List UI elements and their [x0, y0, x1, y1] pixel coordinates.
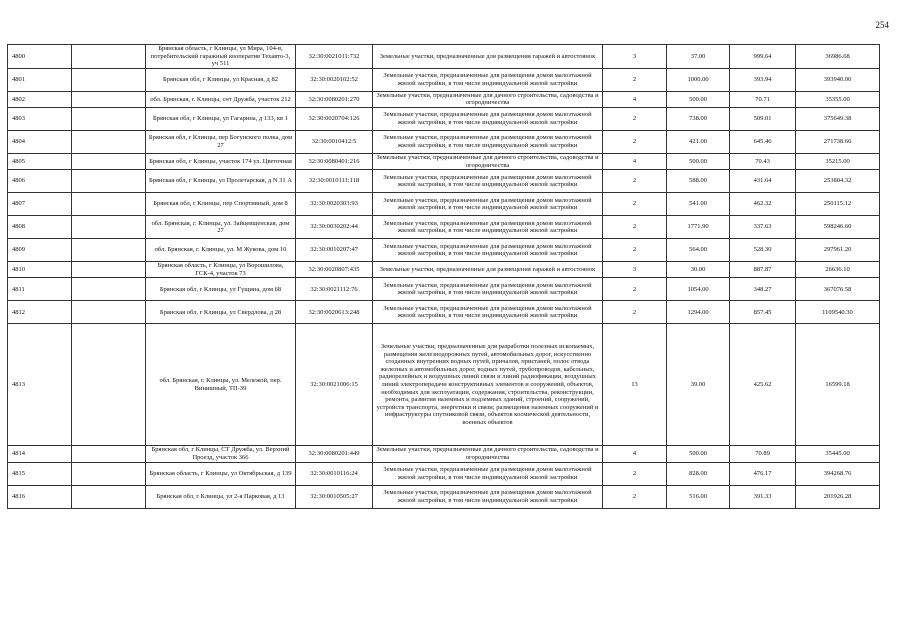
area-cell: 588.00 — [667, 170, 730, 193]
cadastral-number-cell: 32:30:0080401:216 — [296, 153, 373, 169]
cadastral-number-cell: 32:30:0021006:15 — [296, 324, 373, 446]
empty-cell — [72, 193, 146, 216]
cadastral-value-cell: 271738.66 — [796, 130, 880, 153]
row-number: 4804 — [8, 130, 72, 153]
cadastral-number-cell: 32:30:0010505:27 — [296, 485, 373, 508]
address-cell: обл. Брянская, г. Клинцы, ул. Зайцевщенская, дом 27 — [146, 216, 296, 239]
unit-value-cell: 887.87 — [730, 262, 796, 278]
row-number: 4809 — [8, 239, 72, 262]
table-row — [8, 446, 880, 462]
unit-value-cell: 70.43 — [730, 153, 796, 169]
table-row — [8, 130, 880, 153]
area-cell: 738.00 — [667, 107, 730, 130]
unit-value-cell: 70.71 — [730, 91, 796, 107]
area-cell: 1771.90 — [667, 216, 730, 239]
area-cell: 1054.00 — [667, 278, 730, 301]
row-number: 4808 — [8, 216, 72, 239]
empty-cell — [72, 262, 146, 278]
empty-cell — [72, 68, 146, 91]
cadastral-value-cell: 201926.28 — [796, 485, 880, 508]
use-code-cell: 4 — [603, 446, 667, 462]
empty-cell — [72, 170, 146, 193]
row-number: 4812 — [8, 301, 72, 324]
address-cell: Брянская обл, г Клинцы, ул Гүщина, дом 68 — [146, 278, 296, 301]
row-number: 4816 — [8, 485, 72, 508]
land-use-cell: Земельные участки, предназначенные для размещения домов малоэтажной жилой застройки, в том числе индивидуальной жилой застройки — [373, 278, 603, 301]
table-row — [8, 170, 880, 193]
table-row — [8, 485, 880, 508]
empty-cell — [72, 107, 146, 130]
empty-cell — [72, 446, 146, 462]
cadastral-number-cell: 32:30:0020613:248 — [296, 301, 373, 324]
area-cell: 564.00 — [667, 239, 730, 262]
land-use-cell: Земельные участки, предназначенные для разработки полезных ископаемых, размещения железнодорожных путей, автомобильных дорог, искусственно созданных внутренних водных путей, причалов, пристаней, полос отвода железных и автомобильных дорог, водных путей, трубопроводов, кабельных, радиорелейных и воздушных линий связи и линий радиофикации, воздушных линий электропередачи конструктивных элементов и сооружений, объектов, необходимых для эксплуатации, содержания, строительства, реконструкции, ремонта, развития наземных и подземных зданий, строений, сооружений, устройств транспорта, энергетики и связи; размещения наземных сооружений и инфраструктуры спутниковой связи, объектов космической деятельности, военных объектов — [373, 324, 603, 446]
land-use-cell: Земельные участки, предназначенные для дачного строительства, садоводства и огородничества — [373, 91, 603, 107]
unit-value-cell: 528.30 — [730, 239, 796, 262]
empty-cell — [72, 45, 146, 69]
cadastral-value-cell: 35445.00 — [796, 446, 880, 462]
use-code-cell: 2 — [603, 216, 667, 239]
unit-value-cell: 431.64 — [730, 170, 796, 193]
empty-cell — [72, 130, 146, 153]
row-number: 4814 — [8, 446, 72, 462]
land-use-cell: Земельные участки, предназначенные для размещения домов малоэтажной жилой застройки, в том числе индивидуальной жилой застройки — [373, 68, 603, 91]
unit-value-cell: 462.32 — [730, 193, 796, 216]
table-row — [8, 262, 880, 278]
land-use-cell: Земельные участки, предназначенные для размещения домов малоэтажной жилой застройки, в том числе индивидуальной жилой застройки — [373, 107, 603, 130]
address-cell: Брянская обл, г Клинцы, пер Богунского полка, дом 27 — [146, 130, 296, 153]
row-number: 4806 — [8, 170, 72, 193]
area-cell: 1294.00 — [667, 301, 730, 324]
area-cell: 1000.00 — [667, 68, 730, 91]
empty-cell — [72, 239, 146, 262]
cadastral-value-cell: 393940.00 — [796, 68, 880, 91]
use-code-cell: 2 — [603, 462, 667, 485]
table-row — [8, 107, 880, 130]
land-use-cell: Земельные участки, предназначенные для размещения домов малоэтажной жилой застройки, в том числе индивидуальной жилой застройки — [373, 462, 603, 485]
table-row — [8, 324, 880, 446]
area-cell: 30.00 — [667, 262, 730, 278]
table-row — [8, 153, 880, 169]
area-cell: 500.00 — [667, 153, 730, 169]
address-cell: Брянская обл, г Клинцы, ул Свердлова, д 28 — [146, 301, 296, 324]
unit-value-cell: 476.17 — [730, 462, 796, 485]
area-cell: 541.00 — [667, 193, 730, 216]
table-row — [8, 278, 880, 301]
unit-value-cell: 857.45 — [730, 301, 796, 324]
address-cell: обл. Брянская, г. Клинцы, ул. М Жукова, дом 10 — [146, 239, 296, 262]
cadastral-number-cell: 32:30:0021112:76 — [296, 278, 373, 301]
use-code-cell: 2 — [603, 301, 667, 324]
table-row — [8, 91, 880, 107]
cadastral-number-cell: 32:30:0021011:732 — [296, 45, 373, 69]
unit-value-cell: 393.94 — [730, 68, 796, 91]
cadastral-number-cell: 32:30:0010412:5 — [296, 130, 373, 153]
area-cell: 500.00 — [667, 446, 730, 462]
land-use-cell: Земельные участки, предназначенные для размещения гаражей и автостоянок — [373, 262, 603, 278]
land-use-cell: Земельные участки, предназначенные для размещения домов малоэтажной жилой застройки, в том числе индивидуальной жилой застройки — [373, 301, 603, 324]
empty-cell — [72, 301, 146, 324]
cadastral-value-cell: 375649.38 — [796, 107, 880, 130]
address-cell: Брянская обл, г Клинцы, СТ Дружба, ул. Верхний Проезд, участок 366 — [146, 446, 296, 462]
empty-cell — [72, 216, 146, 239]
row-number: 4803 — [8, 107, 72, 130]
use-code-cell: 2 — [603, 130, 667, 153]
unit-value-cell: 645.46 — [730, 130, 796, 153]
area-cell: 39.00 — [667, 324, 730, 446]
cadastral-number-cell: 32:30:0030202:44 — [296, 216, 373, 239]
address-cell: Брянская обл, г Клинцы, ул Красная, д 82 — [146, 68, 296, 91]
address-cell: Брянская обл, г Клинцы, ул Пролетарская, д N 31 А — [146, 170, 296, 193]
cadastral-value-cell: 250115.12 — [796, 193, 880, 216]
empty-cell — [72, 485, 146, 508]
land-use-cell: Земельные участки, предназначенные для размещения домов малоэтажной жилой застройки, в том числе индивидуальной жилой застройки — [373, 239, 603, 262]
row-number: 4805 — [8, 153, 72, 169]
table-row — [8, 462, 880, 485]
cadastral-number-cell: 32:30:0010111:118 — [296, 170, 373, 193]
cadastral-number-cell: 32:30:0080201:270 — [296, 91, 373, 107]
address-cell: обл. Брянская, г. Клинцы, снт Дружба, участок 212 — [146, 91, 296, 107]
cadastral-value-table — [7, 44, 880, 509]
address-cell: Брянская обл, г Клинцы, ул 2-я Парковая, д 13 — [146, 485, 296, 508]
use-code-cell: 2 — [603, 170, 667, 193]
use-code-cell: 4 — [603, 91, 667, 107]
empty-cell — [72, 153, 146, 169]
row-number: 4813 — [8, 324, 72, 446]
row-number: 4811 — [8, 278, 72, 301]
cadastral-number-cell: 32:30:0010116:24 — [296, 462, 373, 485]
land-use-cell: Земельные участки, предназначенные для размещения гаражей и автостоянок — [373, 45, 603, 69]
unit-value-cell: 337.63 — [730, 216, 796, 239]
area-cell: 421.00 — [667, 130, 730, 153]
row-number: 4810 — [8, 262, 72, 278]
cadastral-value-cell: 1109540.30 — [796, 301, 880, 324]
use-code-cell: 2 — [603, 485, 667, 508]
use-code-cell: 2 — [603, 107, 667, 130]
area-cell: 516.00 — [667, 485, 730, 508]
land-use-cell: Земельные участки, предназначенные для размещения домов малоэтажной жилой застройки, в том числе индивидуальной жилой застройки — [373, 216, 603, 239]
land-use-cell: Земельные участки, предназначенные для размещения домов малоэтажной жилой застройки, в том числе индивидуальной жилой застройки — [373, 130, 603, 153]
land-use-cell: Земельные участки, предназначенные для размещения домов малоэтажной жилой застройки, в том числе индивидуальной жилой застройки — [373, 193, 603, 216]
address-cell: Брянская обл, г Клинцы, участок 174 ул. Цветочная — [146, 153, 296, 169]
use-code-cell: 2 — [603, 68, 667, 91]
empty-cell — [72, 278, 146, 301]
row-number: 4815 — [8, 462, 72, 485]
area-cell: 828.00 — [667, 462, 730, 485]
use-code-cell: 2 — [603, 239, 667, 262]
empty-cell — [72, 324, 146, 446]
cadastral-value-cell: 26636.10 — [796, 262, 880, 278]
land-use-cell: Земельные участки, предназначенные для дачного строительства, садоводства и огородничества — [373, 153, 603, 169]
address-cell: Брянская обл, г Клинцы, ул Гагарина, д 133, кв 1 — [146, 107, 296, 130]
address-cell: Брянская область, г Клинцы, ул Мира, 104-в, потребительский гаражный кооператив Техавто-3, уч 511 — [146, 45, 296, 69]
cadastral-value-cell: 253804.32 — [796, 170, 880, 193]
table-row — [8, 301, 880, 324]
use-code-cell: 3 — [603, 262, 667, 278]
cadastral-value-cell: 367076.58 — [796, 278, 880, 301]
area-cell: 500.00 — [667, 91, 730, 107]
cadastral-value-cell: 35355.00 — [796, 91, 880, 107]
cadastral-number-cell: 32:30:0020704:126 — [296, 107, 373, 130]
use-code-cell: 2 — [603, 278, 667, 301]
row-number: 4800 — [8, 45, 72, 69]
row-number: 4802 — [8, 91, 72, 107]
empty-cell — [72, 462, 146, 485]
cadastral-number-cell: 32:30:0010207:47 — [296, 239, 373, 262]
cadastral-value-cell: 36986.68 — [796, 45, 880, 69]
cadastral-value-cell: 394268.76 — [796, 462, 880, 485]
unit-value-cell: 391.33 — [730, 485, 796, 508]
unit-value-cell: 70.89 — [730, 446, 796, 462]
cadastral-number-cell: 32:30:0020807:435 — [296, 262, 373, 278]
table-row — [8, 216, 880, 239]
unit-value-cell: 509.01 — [730, 107, 796, 130]
use-code-cell: 13 — [603, 324, 667, 446]
unit-value-cell: 999.64 — [730, 45, 796, 69]
cadastral-number-cell: 32:30:0080201:449 — [296, 446, 373, 462]
cadastral-number-cell: 32:30:0020303:93 — [296, 193, 373, 216]
address-cell: Брянская область, г Клинцы, ул Ворошилова, ГСК-4, участок 73 — [146, 262, 296, 278]
address-cell: обл. Брянская, г. Клинцы, ул. Мележой, пер. Винишный, ТП-39 — [146, 324, 296, 446]
cadastral-value-cell: 16599.18 — [796, 324, 880, 446]
table-row — [8, 68, 880, 91]
unit-value-cell: 425.62 — [730, 324, 796, 446]
empty-cell — [72, 91, 146, 107]
land-use-cell: Земельные участки, предназначенные для дачного строительства, садоводства и огородничества — [373, 446, 603, 462]
row-number: 4801 — [8, 68, 72, 91]
use-code-cell: 4 — [603, 153, 667, 169]
table-row — [8, 193, 880, 216]
row-number: 4807 — [8, 193, 72, 216]
area-cell: 37.00 — [667, 45, 730, 69]
unit-value-cell: 348.27 — [730, 278, 796, 301]
address-cell: Брянская область, г Клинцы, ул Октябрьская, д 139 — [146, 462, 296, 485]
cadastral-value-cell: 297961.20 — [796, 239, 880, 262]
page-number: 254 — [875, 20, 889, 30]
cadastral-value-cell: 35215.00 — [796, 153, 880, 169]
land-use-cell: Земельные участки, предназначенные для размещения домов малоэтажной жилой застройки, в том числе индивидуальной жилой застройки — [373, 485, 603, 508]
use-code-cell: 3 — [603, 45, 667, 69]
use-code-cell: 2 — [603, 193, 667, 216]
table-row — [8, 239, 880, 262]
land-use-cell: Земельные участки, предназначенные для размещения домов малоэтажной жилой застройки, в том числе индивидуальной жилой застройки — [373, 170, 603, 193]
table-row — [8, 45, 880, 69]
cadastral-value-cell: 598246.60 — [796, 216, 880, 239]
address-cell: Брянская обл, г Клинцы, пер Спортивный, дом 8 — [146, 193, 296, 216]
cadastral-number-cell: 32:30:0020102:52 — [296, 68, 373, 91]
